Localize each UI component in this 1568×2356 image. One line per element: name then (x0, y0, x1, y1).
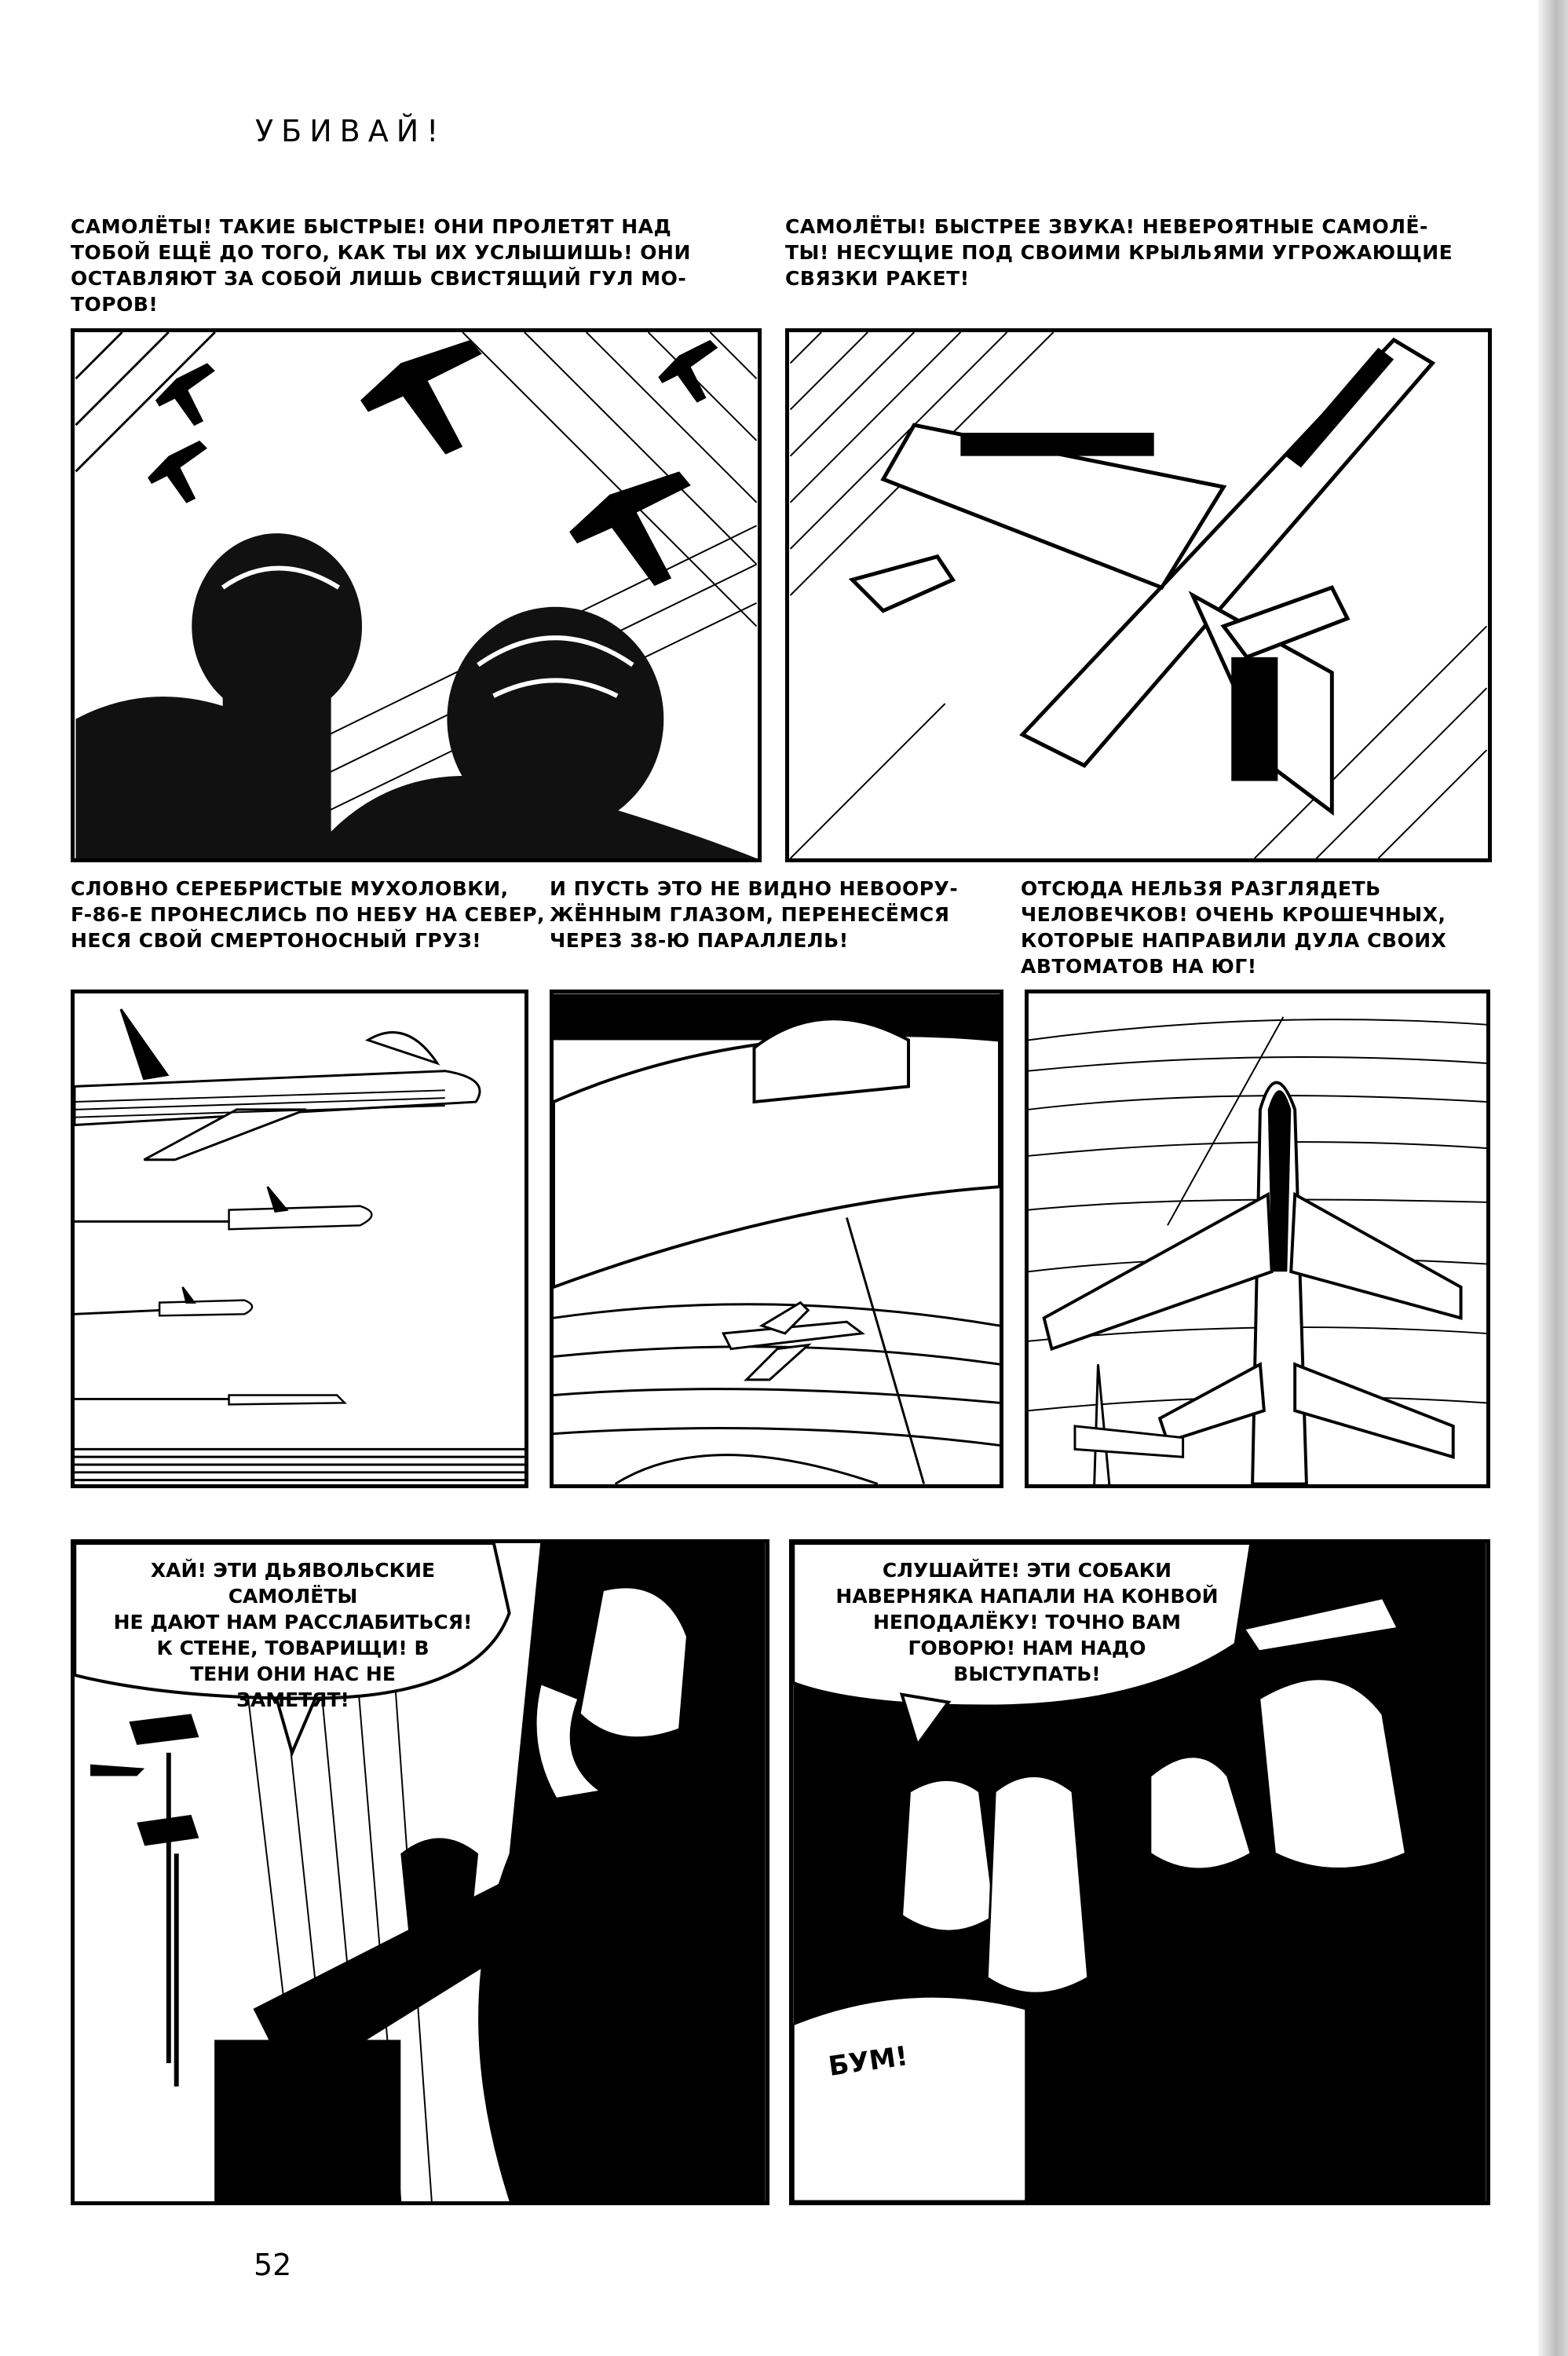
panel-number: 3 (1437, 2164, 1453, 2191)
speech-bubble-1 (89, 1557, 497, 1713)
speech-bubble-2-line: ВЫСТУПАТЬ! (953, 1663, 1101, 1685)
caption-4-line: И ПУСТЬ ЭТО НЕ ВИДНО НЕВООРУ- (550, 877, 959, 900)
caption-4 (550, 876, 958, 953)
speech-bubble-2-line: НЕПОДАЛЁКУ! ТОЧНО ВАМ (872, 1611, 1182, 1633)
sound-effect-boom: БУМ! (826, 2040, 910, 2083)
caption-3-line: СЛОВНО СЕРЕБРИСТЫЕ МУХОЛОВКИ, (71, 877, 509, 900)
panel-4-art (554, 993, 1000, 1484)
caption-3-line: НЕСЯ СВОЙ СМЕРТОНОСНЫЙ ГРУЗ! (71, 929, 482, 952)
caption-5-line: КОТОРЫЕ НАПРАВИЛИ ДУЛА СВОИХ (1021, 929, 1447, 952)
speech-bubble-1-line: ХАЙ! ЭТИ ДЬЯВОЛЬСКИЕ САМОЛЁТЫ (150, 1559, 436, 1608)
caption-1-line: САМОЛЁТЫ! ТАКИЕ БЫСТРЫЕ! ОНИ ПРОЛЕТЯТ НАД (71, 215, 672, 238)
speech-bubble-2-line: СЛУШАЙТЕ! ЭТИ СОБАКИ (882, 1559, 1172, 1582)
page-title: УБИВАЙ! (255, 114, 447, 148)
caption-5-line: АВТОМАТОВ НА ЮГ! (1021, 955, 1257, 978)
caption-2-line: САМОЛЁТЫ! БЫСТРЕЕ ЗВУКА! НЕВЕРОЯТНЫЕ САМОЛЁ- (785, 215, 1428, 238)
panel-jet-over-terrain (1025, 990, 1490, 1488)
panel-jets-formation (71, 990, 528, 1488)
speech-bubble-2 (807, 1557, 1247, 1687)
panel-3-art (75, 993, 524, 1484)
caption-3-line: F-86-E ПРОНЕСЛИСЬ ПО НЕБУ НА СЕВЕР, (71, 903, 546, 926)
speech-bubble-1-line: ТЕНИ ОНИ НАС НЕ (190, 1663, 396, 1685)
caption-1-line: ТОРОВ! (71, 293, 159, 316)
panel-1-art (75, 332, 758, 858)
speech-bubble-2-line: ГОВОРЮ! НАМ НАДО (908, 1637, 1146, 1659)
speech-bubble-1-line: К СТЕНЕ, ТОВАРИЩИ! В (156, 1637, 429, 1659)
panel-jet-from-below (785, 328, 1492, 862)
caption-5-line: ОТСЮДА НЕЛЬЗЯ РАЗГЛЯДЕТЬ (1021, 877, 1381, 900)
panel-soldiers-walking (789, 1539, 1490, 2205)
panel-soldiers-watching-planes (71, 328, 762, 862)
caption-1 (71, 214, 691, 317)
caption-3 (71, 876, 545, 953)
caption-5-line: ЧЕЛОВЕЧКОВ! ОЧЕНЬ КРОШЕЧНЫХ, (1021, 903, 1446, 926)
panel-soldiers-with-guns (71, 1539, 769, 2205)
panel-cockpit-landscape (550, 990, 1003, 1488)
caption-2-line: СВЯЗКИ РАКЕТ! (785, 267, 970, 290)
caption-2-line: ТЫ! НЕСУЩИЕ ПОД СВОИМИ КРЫЛЬЯМИ УГРОЖАЮЩИЕ (785, 241, 1453, 264)
caption-4-line: ЖЁННЫМ ГЛАЗОМ, ПЕРЕНЕСЁМСЯ (550, 903, 950, 926)
panel-2-art (789, 332, 1488, 858)
speech-bubble-2-line: НАВЕРНЯКА НАПАЛИ НА КОНВОЙ (835, 1585, 1219, 1608)
page-number: 52 (254, 2248, 292, 2282)
caption-2 (785, 214, 1453, 291)
caption-5 (1021, 876, 1446, 979)
caption-4-line: ЧЕРЕЗ 38-Ю ПАРАЛЛЕЛЬ! (550, 929, 849, 952)
caption-1-line: ОСТАВЛЯЮТ ЗА СОБОЙ ЛИШЬ СВИСТЯЩИЙ ГУЛ МО- (71, 267, 687, 290)
speech-bubble-1-line: НЕ ДАЮТ НАМ РАССЛАБИТЬСЯ! (113, 1611, 473, 1633)
speech-bubble-1-line: ЗАМЕТЯТ! (236, 1688, 349, 1711)
page-edge-shadow (1538, 0, 1568, 2356)
panel-5-art (1029, 993, 1486, 1484)
caption-1-line: ТОБОЙ ЕЩЁ ДО ТОГО, КАК ТЫ ИХ УСЛЫШИШЬ! ОНИ (71, 241, 691, 264)
